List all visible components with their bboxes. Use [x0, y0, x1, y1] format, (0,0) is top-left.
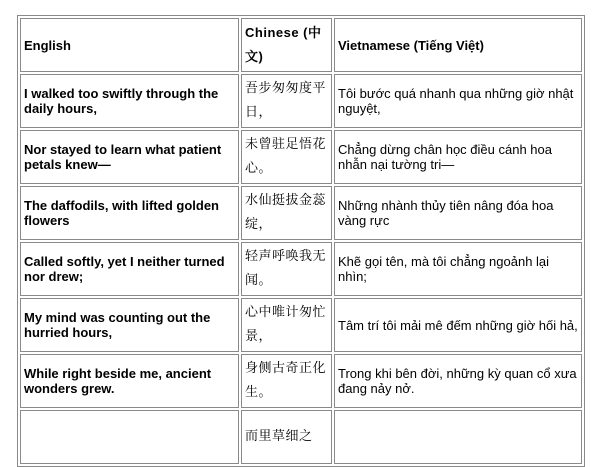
table-row — [20, 410, 582, 464]
vietnamese-line: Tâm trí tôi mải mê đếm những giờ hối hả, — [334, 298, 582, 352]
vietnamese-line: Tôi bước quá nhanh qua những giờ nhật nguyệt, — [334, 74, 582, 128]
chinese-line: 轻声呼唤我无闻。 — [241, 242, 332, 296]
header-english: English — [20, 18, 239, 72]
vietnamese-line — [334, 410, 582, 464]
vietnamese-line: Những nhành thủy tiên nâng đóa hoa vàng rực — [334, 186, 582, 240]
english-line: Nor stayed to learn what patient petals knew— — [20, 130, 239, 184]
english-line: My mind was counting out the hurried hours, — [20, 298, 239, 352]
table-header-row — [20, 18, 582, 72]
table-row — [20, 354, 582, 408]
english-line: The daffodils, with lifted golden flowers — [20, 186, 239, 240]
table-row — [20, 130, 582, 184]
table-row — [20, 74, 582, 128]
vietnamese-line: Trong khi bên đời, những kỳ quan cổ xưa đang nảy nở. — [334, 354, 582, 408]
header-vietnamese: Vietnamese (Tiếng Việt) — [334, 18, 582, 72]
chinese-line: 未曾驻足悟花心。 — [241, 130, 332, 184]
english-line — [20, 410, 239, 464]
table-row — [20, 242, 582, 296]
table-row — [20, 186, 582, 240]
chinese-line: 而里草细之 — [241, 410, 332, 464]
english-line: While right beside me, ancient wonders grew. — [20, 354, 239, 408]
chinese-line: 水仙挺拔金蕊绽， — [241, 186, 332, 240]
chinese-line: 心中唯计匆忙景， — [241, 298, 332, 352]
chinese-line: 身侧古奇正化生。 — [241, 354, 332, 408]
english-line: I walked too swiftly through the daily hours, — [20, 74, 239, 128]
chinese-line: 吾步匆匆度平日， — [241, 74, 332, 128]
english-line: Called softly, yet I neither turned nor drew; — [20, 242, 239, 296]
vietnamese-line: Chẳng dừng chân học điều cánh hoa nhẫn nại tường tri— — [334, 130, 582, 184]
translation-table — [17, 15, 585, 467]
header-chinese: Chinese (中文) — [241, 18, 332, 72]
vietnamese-line: Khẽ gọi tên, mà tôi chẳng ngoảnh lại nhìn; — [334, 242, 582, 296]
table-row — [20, 298, 582, 352]
